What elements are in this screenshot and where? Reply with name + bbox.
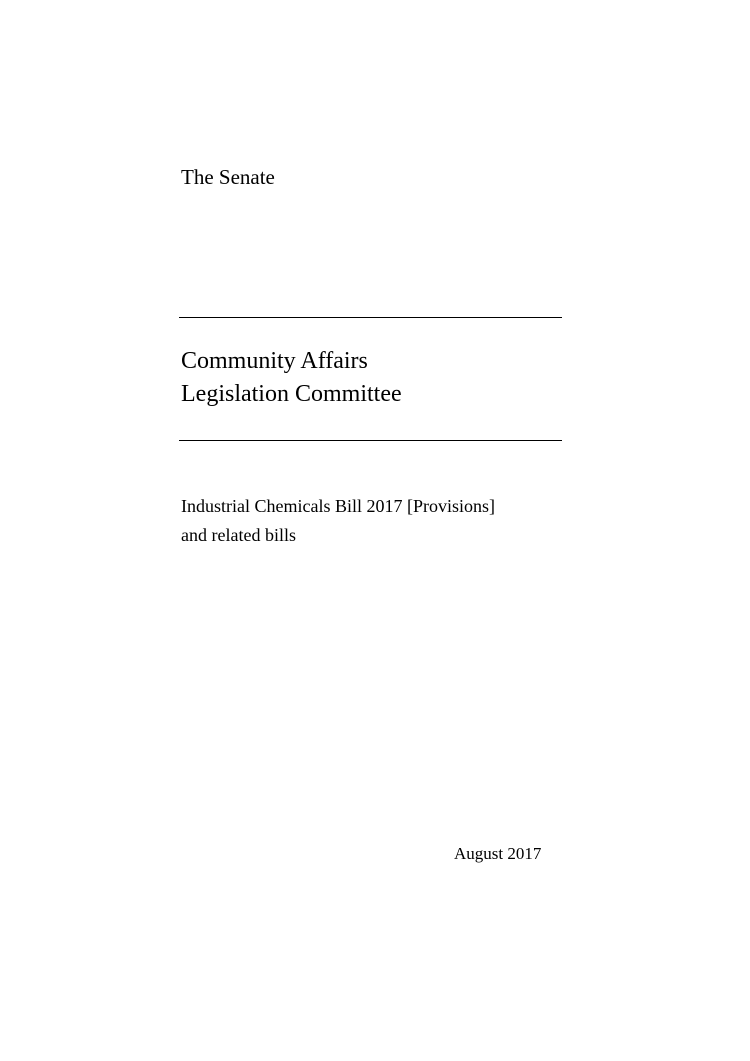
report-date: August 2017 <box>454 844 542 863</box>
chamber-name: The Senate <box>181 165 275 189</box>
report-title-line-2: and related bills <box>181 525 296 545</box>
report-title <box>181 492 495 550</box>
report-title-line-1: Industrial Chemicals Bill 2017 [Provisions] <box>181 496 495 516</box>
committee-name-line-1: Community Affairs <box>181 348 368 374</box>
committee-name-line-2: Legislation Committee <box>181 381 402 407</box>
committee-name <box>181 345 402 411</box>
bottom-divider <box>179 440 562 441</box>
top-divider <box>179 317 562 318</box>
